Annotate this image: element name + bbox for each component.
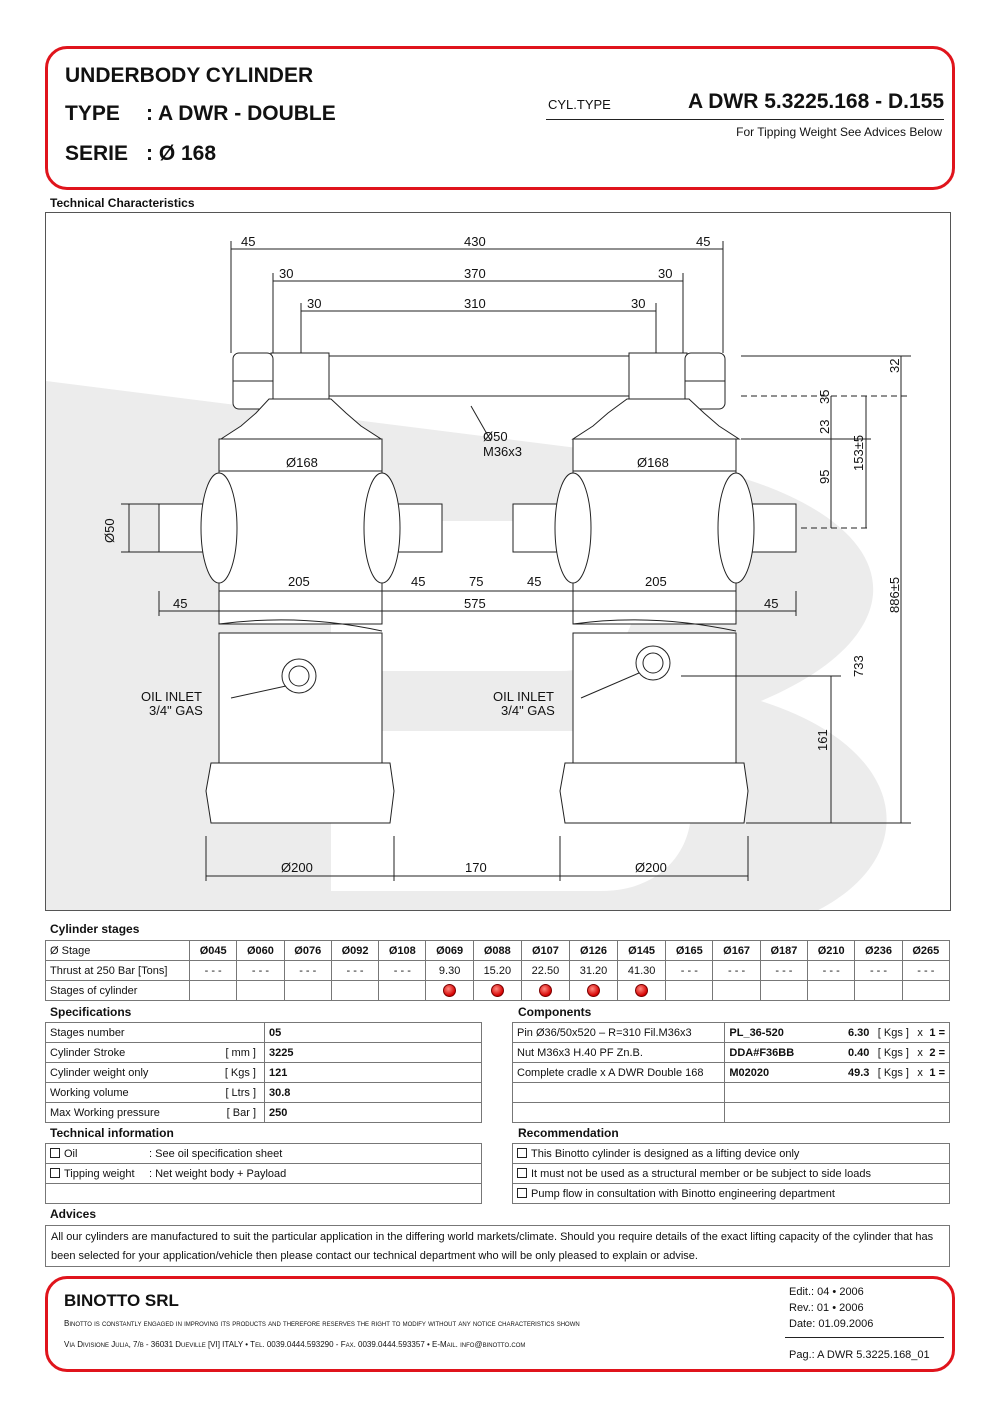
dim-153: 153±5 [851,434,866,471]
spec-value: 121 [265,1063,482,1083]
edit-info: Edit.: 04 • 2006 [789,1286,864,1298]
stage-thrust: 9.30 [426,961,473,981]
component-desc [513,1103,725,1123]
component-row [513,1063,950,1083]
right-oil-inlet [636,646,670,680]
footer-notice: Binotto is constantly engaged in improving its products and therefore reserves the right to modify without any notice characteristics shown [64,1319,580,1328]
checkbox-icon [50,1148,60,1158]
spec-label-text: Working volume [50,1086,129,1099]
stage-indicator-cell [713,981,760,1001]
tech-info-label: Tipping weight [64,1167,135,1180]
component-qty: 2 = [929,1046,945,1059]
dim-45-top-left: 45 [241,234,256,249]
cyl-type-label: CYL.TYPE [548,97,611,112]
stage-diameter: Ø088 [473,941,521,961]
label-oil-inlet-left: OIL INLET [141,689,202,704]
serie-label: SERIE [65,142,129,165]
stage-thrust: - - - [331,961,378,981]
stage-thrust: - - - [666,961,713,981]
dim-733: 733 [851,655,866,677]
spec-unit: [ Kgs ] [224,1066,256,1079]
dim-75: 75 [469,574,484,589]
technical-drawing [46,213,950,910]
dim-45-mid2: 45 [527,574,542,589]
stage-diameter: Ø060 [237,941,284,961]
date-info: Date: 01.09.2006 [789,1318,874,1330]
spec-row [46,1103,482,1123]
component-unit: [ Kgs ] [877,1026,909,1039]
tech-info-row-empty [46,1184,482,1204]
stage-diameter: Ø236 [855,941,902,961]
spec-label [46,1103,265,1123]
spec-value: 30.8 [265,1083,482,1103]
stage-indicator-cell [426,981,473,1001]
dim-95: 95 [817,469,832,484]
stage-diameter: Ø076 [284,941,331,961]
component-x: x [917,1066,923,1079]
checkbox-icon [517,1168,527,1178]
component-row [513,1043,950,1063]
component-weight: 0.40 [847,1046,870,1059]
stage-indicator-cell [808,981,855,1001]
specifications-table [45,1022,482,1123]
stage-indicator-cell [618,981,666,1001]
stage-thrust: - - - [379,961,426,981]
cylinder-stages-title: Cylinder stages [50,922,140,936]
recommendation-title: Recommendation [518,1126,619,1140]
checkbox-icon [50,1168,60,1178]
serie-value: : Ø 168 [146,142,217,165]
label-phi168-left: Ø168 [286,455,318,470]
recommendation-row [513,1184,950,1204]
dim-575: 575 [464,596,486,611]
tech-info-title: Technical information [50,1126,174,1140]
dim-170: 170 [465,860,487,875]
dim-23: 23 [817,419,832,434]
stage-thrust: - - - [808,961,855,981]
dim-370: 370 [464,266,486,281]
stage-thrust: - - - [237,961,284,981]
component-row [513,1083,950,1103]
product-title: UNDERBODY CYLINDER [65,64,314,87]
recommendation-table [512,1143,950,1204]
footer-address: Via Divisione Julia, 7/b - 36031 Dueville [VI] ITALY • Tel. 0039.0444.593290 - Fax. 0039.0444.593357 • E-Mail. info@binotto.com [64,1340,526,1349]
stage-thrust: 41.30 [618,961,666,981]
stage-diameter: Ø092 [331,941,378,961]
tech-info-cell [46,1164,482,1184]
recommendation-cell [513,1144,950,1164]
dim-30-a: 30 [279,266,294,281]
left-base [206,763,394,823]
stage-thrust: - - - [190,961,237,981]
recommendation-cell [513,1184,950,1204]
tech-info-value: : Net weight body + Payload [149,1167,287,1180]
left-body-lower [219,633,382,763]
spec-value: 250 [265,1103,482,1123]
page-info: Pag.: A DWR 5.3225.168_01 [789,1349,930,1361]
active-stage-dot-icon [587,984,600,997]
dim-430: 430 [464,234,486,249]
type-label: TYPE [65,102,120,125]
spec-label [46,1043,265,1063]
spec-label-text: Cylinder weight only [50,1066,149,1079]
row-label: Ø Stage [46,941,190,961]
label-phi50-side: Ø50 [102,518,117,543]
spec-label [46,1063,265,1083]
active-row [46,981,950,1001]
component-row [513,1103,950,1123]
stage-indicator-cell [760,981,807,1001]
components-table [512,1022,950,1123]
component-details [725,1083,950,1103]
stage-diameter: Ø265 [902,941,949,961]
tech-info-cell [46,1144,482,1164]
component-desc: Complete cradle x A DWR Double 168 [513,1063,725,1083]
recommendation-text: Pump flow in consultation with Binotto engineering department [531,1187,835,1200]
advices-text: All our cylinders are manufactured to suit the particular application in the differing world markets/climate. Should you require details of the exact lifting capacity of the cylinder that has been selected for your application/vehicle then please contact our technical department who will be only pleased to explain or advise. [45,1225,950,1267]
spec-row [46,1083,482,1103]
tech-info-row [46,1144,482,1164]
cylinder-stages-table [45,940,950,1001]
component-code: PL_36-520 [729,1026,784,1039]
active-stage-dot-icon [635,984,648,997]
label-phi200-left: Ø200 [281,860,313,875]
stage-diameter: Ø108 [379,941,426,961]
stage-thrust: - - - [760,961,807,981]
spec-unit: [ mm ] [225,1046,256,1059]
component-code: M02020 [729,1066,770,1079]
cyl-type-underline [546,119,944,120]
recommendation-row [513,1164,950,1184]
spec-row [46,1043,482,1063]
stage-diameter: Ø045 [190,941,237,961]
spec-row [46,1063,482,1083]
dim-32: 32 [887,358,902,373]
stage-indicator-cell [284,981,331,1001]
tech-info-cell [46,1184,482,1204]
component-qty: 1 = [929,1066,945,1079]
component-unit: [ Kgs ] [877,1046,909,1059]
cyl-type-value: A DWR 5.3225.168 - D.155 [687,90,944,113]
stage-thrust: - - - [855,961,902,981]
stage-indicator-cell [190,981,237,1001]
component-row [513,1023,950,1043]
label-phi168-right: Ø168 [637,455,669,470]
stage-indicator-cell [379,981,426,1001]
right-base [560,763,748,823]
component-x: x [917,1046,923,1059]
stage-thrust: - - - [284,961,331,981]
spec-unit: [ Bar ] [226,1106,256,1119]
spec-label [46,1023,265,1043]
stage-diameter: Ø165 [666,941,713,961]
drawing-frame [45,212,951,911]
label-m36: M36x3 [483,444,523,459]
stage-indicator-cell [473,981,521,1001]
label-phi200-right: Ø200 [635,860,667,875]
label-phi50: Ø50 [483,429,508,444]
dim-45-top-right: 45 [696,234,711,249]
active-stage-dot-icon [443,984,456,997]
label-oil-inlet-right: OIL INLET [493,689,554,704]
component-details [725,1023,950,1043]
component-weight: 6.30 [847,1026,870,1039]
watermark-logo [46,381,887,910]
spec-value: 3225 [265,1043,482,1063]
recommendation-text: This Binotto cylinder is designed as a lifting device only [531,1147,800,1160]
stage-indicator-cell [666,981,713,1001]
component-details [725,1063,950,1083]
component-qty: 1 = [929,1026,945,1039]
advices-title: Advices [50,1207,97,1221]
rev-info: Rev.: 01 • 2006 [789,1302,864,1314]
tech-info-value: : See oil specification sheet [149,1147,283,1160]
footer-divider [785,1337,944,1338]
row-label: Stages of cylinder [46,981,190,1001]
tech-char-title: Technical Characteristics [50,196,195,210]
dim-886: 886±5 [887,576,902,613]
stage-diameter: Ø126 [569,941,617,961]
dim-205-right: 205 [645,574,667,589]
stage-diameter: Ø107 [521,941,569,961]
stage-indicator-cell [521,981,569,1001]
company-name: BINOTTO SRL [64,1291,179,1310]
tipping-note: For Tipping Weight See Advices Below [736,125,942,139]
component-desc: Pin Ø36/50x520 – R=310 Fil.M36x3 [513,1023,725,1043]
component-unit: [ Kgs ] [877,1066,909,1079]
stage-indicator-cell [237,981,284,1001]
dim-161: 161 [815,729,830,751]
tech-info-label: Oil [64,1147,78,1160]
active-stage-dot-icon [539,984,552,997]
spec-unit: [ Ltrs ] [225,1086,256,1099]
component-desc [513,1083,725,1103]
stage-diameter: Ø145 [618,941,666,961]
recommendation-row [513,1144,950,1164]
dim-45-right: 45 [764,596,779,611]
dim-35: 35 [817,389,832,404]
component-weight: 49.3 [847,1066,870,1079]
stage-row [46,941,950,961]
checkbox-icon [517,1188,527,1198]
stage-indicator-cell [569,981,617,1001]
stage-thrust: 22.50 [521,961,569,981]
component-x: x [917,1026,923,1039]
tech-info-table [45,1143,482,1204]
spec-label-text: Cylinder Stroke [50,1046,126,1059]
recommendation-cell [513,1164,950,1184]
component-desc: Nut M36x3 H.40 PF Zn.B. [513,1043,725,1063]
spec-label-text: Stages number [50,1026,125,1039]
component-details [725,1043,950,1063]
spec-value: 05 [265,1023,482,1043]
component-code: DDA#F36BB [729,1046,795,1059]
left-pin-block [271,353,329,399]
stage-thrust: 31.20 [569,961,617,981]
stage-diameter: Ø167 [713,941,760,961]
dim-30-b: 30 [658,266,673,281]
stage-diameter: Ø069 [426,941,473,961]
dim-45-left: 45 [173,596,188,611]
stage-indicator-cell [331,981,378,1001]
pin-bar [326,356,631,396]
component-details [725,1103,950,1123]
stage-diameter: Ø210 [808,941,855,961]
tech-info-row [46,1164,482,1184]
right-pin-block [629,353,687,399]
active-stage-dot-icon [491,984,504,997]
recommendation-text: It must not be used as a structural member or be subject to side loads [531,1167,871,1180]
spec-label [46,1083,265,1103]
spec-label-text: Max Working pressure [50,1106,160,1119]
stage-diameter: Ø187 [760,941,807,961]
spec-row [46,1023,482,1043]
stage-indicator-cell [855,981,902,1001]
dim-45-mid1: 45 [411,574,426,589]
dim-30-c: 30 [307,296,322,311]
checkbox-icon [517,1148,527,1158]
left-oil-inlet [282,659,316,693]
stage-thrust: - - - [713,961,760,981]
components-title: Components [518,1005,592,1019]
row-label: Thrust at 250 Bar [Tons] [46,961,190,981]
stage-thrust: - - - [902,961,949,981]
stage-thrust: 15.20 [473,961,521,981]
specifications-title: Specifications [50,1005,132,1019]
type-value: : A DWR - DOUBLE [146,102,336,125]
stage-indicator-cell [902,981,949,1001]
dim-310: 310 [464,296,486,311]
thrust-row [46,961,950,981]
label-oil-gas-left: 3/4" GAS [149,703,203,718]
dim-205-left: 205 [288,574,310,589]
dim-30-d: 30 [631,296,646,311]
label-oil-gas-right: 3/4" GAS [501,703,555,718]
